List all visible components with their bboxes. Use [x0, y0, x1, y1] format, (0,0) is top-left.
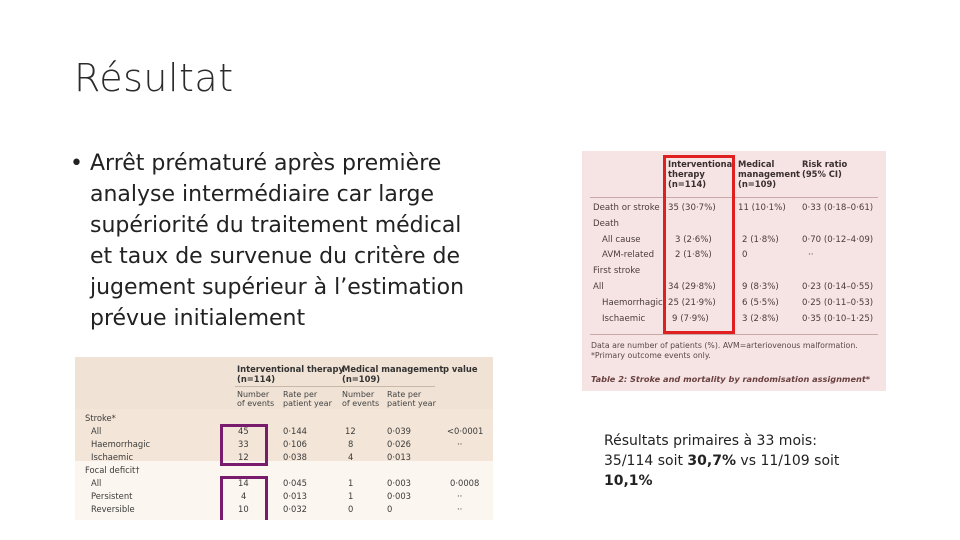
bullet-text: Arrêt prématuré après première analyse intermédiaire car large supériorité du traitement médical et taux de survenue du critère de jugement supérieur à l’estimation prévue initialement — [90, 151, 465, 331]
results-line-2 — [604, 451, 904, 471]
t1-sub4-l2: patient year — [387, 399, 436, 408]
t1-section-focal: Focal deficit† — [85, 465, 140, 475]
t1-cell: 0·106 — [283, 439, 307, 449]
stroke-events-highlight — [220, 424, 268, 466]
bullet-dot: • — [70, 151, 83, 176]
stroke-mortality-table-image — [582, 151, 886, 391]
t2-col1-h2: therapy — [668, 169, 705, 179]
t1-group2-header — [342, 364, 443, 384]
t2-cell: 35 (30·7%) — [668, 203, 716, 213]
t1-cell: 0 — [387, 504, 393, 514]
results-frac-1: 35/114 soit — [604, 453, 688, 469]
t2-col3-h1: Risk ratio — [802, 159, 848, 169]
t2-col3-header — [802, 159, 847, 179]
primary-results-summary — [604, 431, 904, 491]
results-line-3 — [604, 471, 904, 491]
t1-group-rule — [235, 386, 435, 387]
t2-cell: 0·25 (0·11–0·53) — [802, 298, 874, 308]
t2-col3-h2: (95% CI) — [802, 169, 842, 179]
t1-cell: 0·026 — [387, 439, 411, 449]
t1-cell: 0·038 — [283, 452, 307, 462]
t2-cell: 0·70 (0·12–4·09) — [802, 235, 874, 245]
t1-group2-h2: (n=109) — [342, 374, 381, 384]
results-pct-1: 30,7% — [687, 453, 736, 469]
t1-row-label: Ischaemic — [91, 452, 134, 462]
t1-cell: 0·039 — [387, 426, 411, 436]
stroke-event-rates-table-image — [75, 357, 493, 520]
t1-sub4 — [387, 390, 436, 408]
results-pct-2: 10,1% — [604, 473, 653, 489]
t1-group1-header — [237, 364, 344, 384]
t1-cell: 0·045 — [283, 478, 307, 488]
results-line-1: Résultats primaires à 33 mois: — [604, 433, 817, 449]
t1-cell: 0·032 — [283, 504, 307, 514]
t1-sub2 — [283, 390, 332, 408]
t1-row — [75, 478, 493, 491]
t2-col1-h1: Interventional — [668, 159, 736, 169]
t1-group1-h1: Interventional therapy — [237, 364, 344, 374]
t2-row-label: Death — [593, 219, 619, 229]
t2-row-label: AVM-related — [602, 250, 655, 260]
t1-row-label: All — [91, 478, 102, 488]
slide-title: Résultat — [74, 56, 234, 100]
t1-row — [75, 452, 493, 465]
t2-cell: 0·23 (0·14–0·55) — [802, 282, 874, 292]
t2-cell: 2 (1·8%) — [742, 235, 779, 245]
t2-row-label: All — [593, 282, 604, 292]
t1-cell: 8 — [348, 439, 354, 449]
t1-row-label: Persistent — [91, 491, 133, 501]
t1-cell: 14 — [238, 478, 249, 488]
t1-row — [75, 504, 493, 517]
t1-section-stroke: Stroke* — [85, 413, 116, 423]
t1-cell: 33 — [238, 439, 249, 449]
t2-cell: 3 (2·8%) — [742, 314, 779, 324]
t2-row-label: First stroke — [593, 266, 641, 276]
t2-cell: 9 (7·9%) — [672, 314, 709, 324]
results-frac-2: vs 11/109 soit — [735, 453, 840, 469]
t1-cell: 4 — [241, 491, 247, 501]
t1-sub2-l2: patient year — [283, 399, 332, 408]
t2-col2-header — [738, 159, 800, 189]
t2-cell: 0·35 (0·10–1·25) — [802, 314, 874, 324]
t1-row — [75, 491, 493, 504]
t1-group1-h2: (n=114) — [237, 374, 276, 384]
t1-cell: 0·0008 — [450, 478, 480, 488]
t1-sub3 — [342, 390, 379, 408]
t2-col2-h1: Medical — [738, 159, 775, 169]
t1-cell: 1 — [348, 491, 354, 501]
t1-cell: 0·003 — [387, 491, 411, 501]
t2-row-label: All cause — [602, 235, 641, 245]
t1-cell: 12 — [345, 426, 356, 436]
t1-cell: 0·003 — [387, 478, 411, 488]
t2-row-label: Death or stroke — [593, 203, 660, 213]
t1-sub1-l2: of events — [237, 399, 275, 408]
t2-col1-h3: (n=114) — [668, 179, 707, 189]
t2-cell: 0·33 (0·18–0·61) — [802, 203, 874, 213]
t1-cell: ·· — [457, 491, 463, 501]
t1-sub3-l2: of events — [342, 399, 380, 408]
t1-cell: 0·013 — [387, 452, 411, 462]
t1-cell: 0 — [348, 504, 354, 514]
t1-section-label — [75, 465, 493, 478]
t1-row — [75, 426, 493, 439]
t1-sub2-l1: Rate per — [283, 390, 318, 399]
t2-col2-h3: (n=109) — [738, 179, 777, 189]
t2-row-label: Ischaemic — [602, 314, 646, 324]
t1-cell: 1 — [348, 478, 354, 488]
t2-cell: 9 (8·3%) — [742, 282, 779, 292]
t1-sub1-l1: Number — [237, 390, 270, 399]
t2-cell: 6 (5·5%) — [742, 298, 779, 308]
t1-sub1 — [237, 390, 274, 408]
t1-row-label: Reversible — [91, 504, 135, 514]
t2-row-label: Haemorrhagic — [602, 298, 663, 308]
t2-cell: 25 (21·9%) — [668, 298, 716, 308]
t1-group2-h1: Medical management — [342, 364, 444, 374]
t2-cell: 34 (29·8%) — [668, 282, 716, 292]
interventional-column-highlight — [663, 155, 735, 334]
t2-footer-rule — [590, 334, 878, 335]
t1-section-label — [75, 413, 493, 426]
t1-cell: ·· — [457, 504, 463, 514]
t2-cell: ·· — [808, 250, 814, 260]
t2-cell: 2 (1·8%) — [675, 250, 712, 260]
t1-cell: 10 — [238, 504, 249, 514]
bullet-point — [70, 148, 470, 334]
t1-pvalue-header: p value — [443, 364, 478, 374]
t1-cell: 4 — [348, 452, 354, 462]
t2-cell: 11 (10·1%) — [738, 203, 786, 213]
t1-row-label: All — [91, 426, 102, 436]
t1-cell: ·· — [457, 439, 463, 449]
t2-col2-h2: management — [738, 169, 801, 179]
t1-cell: 12 — [238, 452, 249, 462]
t1-cell: 0·144 — [283, 426, 307, 436]
t2-cell: 0 — [742, 250, 748, 260]
t2-caption: Table 2: Stroke and mortality by randomisation assignment* — [591, 374, 871, 384]
t1-cell: 0·013 — [283, 491, 307, 501]
t1-sub3-l1: Number — [342, 390, 375, 399]
t2-footnote: Data are number of patients (%). AVM=arteriovenous malformation. *Primary outcome events only. — [591, 341, 858, 360]
t1-cell: 45 — [238, 426, 249, 436]
t1-cell: <0·0001 — [447, 426, 484, 436]
t1-row — [75, 439, 493, 452]
t1-row-label: Haemorrhagic — [91, 439, 151, 449]
focal-deficit-events-highlight — [220, 476, 268, 520]
t1-sub4-l1: Rate per — [387, 390, 422, 399]
t2-cell: 3 (2·6%) — [675, 235, 712, 245]
